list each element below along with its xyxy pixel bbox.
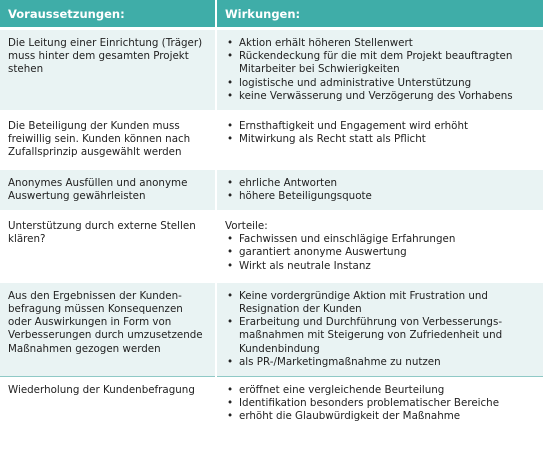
prerequisite-cell: Die Leitung einer Einrichtung (Träger) muss hinter dem gesamten Projekt stehen <box>0 29 216 112</box>
list-item <box>225 397 535 410</box>
bullet-icon: • <box>227 355 234 368</box>
prerequisite-cell: Aus den Ergebnissen der Kundenbefragung müssen Konsequenzen oder Auswirkungen in Form von Verbesserungen durch umzusetzende Maßnahmen gezogen werden <box>0 281 216 376</box>
header-effects: Wirkungen: <box>216 0 543 29</box>
effects-cell <box>216 112 543 169</box>
table-row <box>0 29 543 112</box>
prerequisite-cell: Unterstützung durch externe Stellen klären? <box>0 212 216 282</box>
effect-text: keine Verwässerung und Verzögerung des Vorhabens <box>239 89 513 102</box>
prerequisite-cell: Wiederholung der Kundenbefragung <box>0 377 216 431</box>
effect-text: garantiert anonyme Auswertung <box>239 246 407 259</box>
list-item <box>225 260 535 273</box>
list-item <box>225 290 535 316</box>
list-item <box>225 316 535 356</box>
bullet-icon: • <box>227 133 234 146</box>
effect-text: höhere Beteiligungsquote <box>239 189 372 202</box>
effect-text: eröffnet eine vergleichende Beurteilung <box>239 384 445 397</box>
table-row <box>0 112 543 169</box>
table-body <box>0 29 543 431</box>
table-row <box>0 281 543 376</box>
effect-text: Mitwirkung als Recht statt als Pflicht <box>239 133 426 146</box>
list-item <box>225 120 535 133</box>
bullet-icon: • <box>227 259 234 272</box>
bullet-icon: • <box>227 289 234 302</box>
list-item <box>225 90 535 103</box>
effect-text: Wirkt als neutrale Instanz <box>239 259 371 272</box>
effect-text: logistische und administrative Unterstützung <box>239 76 472 89</box>
effects-list <box>225 384 535 424</box>
list-item <box>225 410 535 423</box>
effects-list <box>225 233 535 273</box>
bullet-icon: • <box>227 120 234 133</box>
table-header-row <box>0 0 543 29</box>
prerequisite-cell: Die Beteiligung der Kunden muss freiwillig sein. Kunden können nach Zufallsprinzip ausgewählt werden <box>0 112 216 169</box>
effects-cell <box>216 168 543 211</box>
effect-text: Aktion erhält höheren Stellenwert <box>239 37 413 49</box>
effects-cell <box>216 29 543 112</box>
bullet-icon: • <box>227 246 234 259</box>
prerequisite-cell: Anonymes Ausfüllen und anonyme Auswertung gewährleisten <box>0 168 216 211</box>
effects-cell <box>216 212 543 282</box>
effect-text: als PR-/Marketingmaßnahme zu nutzen <box>239 355 441 368</box>
effects-list <box>225 177 535 203</box>
list-item <box>225 177 535 190</box>
effects-cell <box>216 281 543 376</box>
bullet-icon: • <box>227 37 234 49</box>
bullet-icon: • <box>227 50 234 63</box>
effect-text: Erarbeitung und Durchführung von Verbesserungsmaßnahmen mit Steigerung von Zufriedenheit und Kundenbindung <box>239 316 503 355</box>
list-item <box>225 190 535 203</box>
list-item <box>225 246 535 259</box>
bullet-icon: • <box>227 189 234 202</box>
bullet-icon: • <box>227 384 234 397</box>
effects-cell <box>216 377 543 431</box>
effect-text: Ernsthaftigkeit und Engagement wird erhöht <box>239 120 469 133</box>
bullet-icon: • <box>227 89 234 102</box>
effects-list <box>225 290 535 369</box>
list-item <box>225 77 535 90</box>
effect-text: ehrliche Antworten <box>239 176 338 189</box>
list-item <box>225 356 535 369</box>
effects-list <box>225 120 535 146</box>
list-item <box>225 133 535 146</box>
bullet-icon: • <box>227 397 234 410</box>
effect-text: Keine vordergründige Aktion mit Frustration und Resignation der Kunden <box>239 289 488 316</box>
table-row <box>0 168 543 211</box>
bullet-icon: • <box>227 176 234 189</box>
list-item <box>225 37 535 50</box>
effect-text: Fachwissen und einschlägige Erfahrungen <box>239 233 456 246</box>
effect-text: Rückendeckung für die mit dem Projekt beauftragten Mitarbeiter bei Schwierigkeiten <box>239 50 513 76</box>
table-row <box>0 377 543 431</box>
bullet-icon: • <box>227 410 234 423</box>
bullet-icon: • <box>227 233 234 246</box>
list-item <box>225 233 535 246</box>
list-item <box>225 50 535 76</box>
effect-text: Identifikation besonders problematischer Bereiche <box>239 397 500 410</box>
bullet-icon: • <box>227 316 234 329</box>
effect-text: erhöht die Glaubwürdigkeit der Maßnahme <box>239 410 461 423</box>
effects-lead-label: Vorteile: <box>225 220 268 233</box>
list-item <box>225 384 535 397</box>
bullet-icon: • <box>227 76 234 89</box>
table-row <box>0 212 543 282</box>
header-prerequisites: Voraussetzungen: <box>0 0 216 29</box>
effects-list <box>225 37 535 103</box>
